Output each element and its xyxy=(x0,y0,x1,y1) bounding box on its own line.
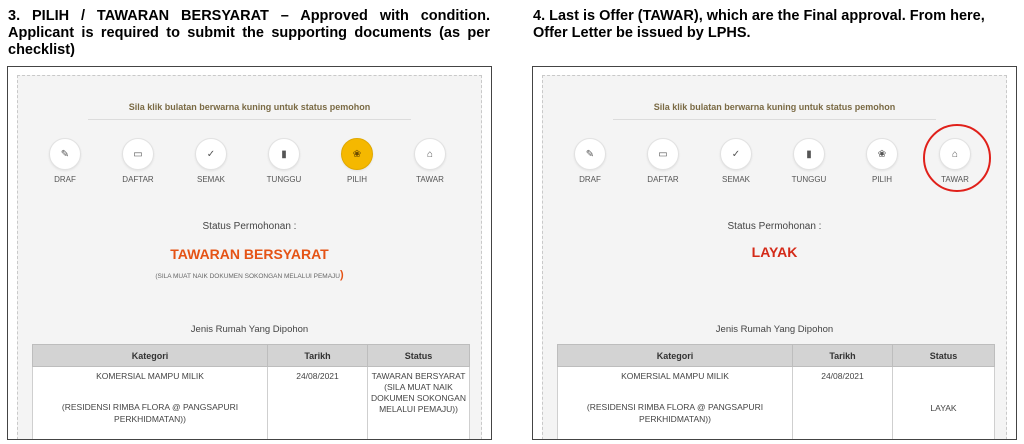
step-daftar[interactable] xyxy=(108,138,168,184)
house-type-label: Jenis Rumah Yang Dipohon xyxy=(190,324,309,335)
semak-step-button[interactable] xyxy=(720,138,752,170)
step-draf[interactable] xyxy=(35,138,95,184)
draf-step-button[interactable] xyxy=(49,138,81,170)
tawar-step-button[interactable] xyxy=(414,138,446,170)
cell-tarikh: 24/08/2021 xyxy=(268,367,368,441)
left-screenshot-panel xyxy=(7,66,492,440)
step-label: DRAF xyxy=(579,175,601,184)
draf-step-button[interactable] xyxy=(574,138,606,170)
step-label: TAWAR xyxy=(941,175,969,184)
column-header-kategori: Kategori xyxy=(33,345,268,367)
step-draf[interactable] xyxy=(560,138,620,184)
step-label: TAWAR xyxy=(416,175,444,184)
step-label: SEMAK xyxy=(721,175,750,184)
step-pilih[interactable] xyxy=(852,138,912,184)
step-label: PILIH xyxy=(871,175,892,184)
status-card xyxy=(542,75,1007,440)
home-icon: ⌂ xyxy=(426,148,434,160)
application-table xyxy=(557,344,995,440)
status-instruction: Sila klik bulatan berwarna kuning untuk status pemohon xyxy=(653,102,896,112)
pencil-icon: ✎ xyxy=(585,148,595,160)
semak-step-button[interactable] xyxy=(195,138,227,170)
table-row xyxy=(33,367,470,441)
step-semak[interactable] xyxy=(706,138,766,184)
daftar-step-button[interactable] xyxy=(122,138,154,170)
divider xyxy=(613,119,936,120)
step-label: SEMAK xyxy=(196,175,225,184)
tunggu-step-button[interactable] xyxy=(793,138,825,170)
table-header-row xyxy=(558,345,995,367)
status-note-bracket: ) xyxy=(340,269,344,281)
application-table xyxy=(32,344,470,440)
step-label: DAFTAR xyxy=(122,175,154,184)
table-row xyxy=(558,367,995,441)
step-label: DRAF xyxy=(54,175,76,184)
column-header-tarikh: Tarikh xyxy=(793,345,893,367)
users-icon: ❀ xyxy=(877,148,887,160)
step-tawar[interactable] xyxy=(400,138,460,184)
step-tunggu[interactable] xyxy=(254,138,314,184)
divider xyxy=(88,119,411,120)
cell-kategori xyxy=(33,367,268,441)
cell-tarikh: 24/08/2021 xyxy=(793,367,893,441)
step-label: PILIH xyxy=(346,175,367,184)
residensi-value: (RESIDENSI RIMBA FLORA @ PANGSAPURI PERKHIDMATAN)) xyxy=(61,402,239,424)
check-icon: ✓ xyxy=(206,148,216,160)
status-steps xyxy=(18,138,481,198)
file-icon: ▮ xyxy=(281,148,287,160)
status-label: Status Permohonan : xyxy=(202,221,297,232)
status-value: LAYAK xyxy=(751,244,798,260)
status-value: TAWARAN BERSYARAT xyxy=(170,246,329,262)
right-caption: 4. Last is Offer (TAWAR), which are the Final approval. From here, Offer Letter be issued by LPHS. xyxy=(533,8,985,41)
column-header-status: Status xyxy=(893,345,995,367)
step-label: TUNGGU xyxy=(791,175,827,184)
tunggu-step-button[interactable] xyxy=(268,138,300,170)
pilih-step-button[interactable] xyxy=(341,138,373,170)
residensi-value: (RESIDENSI RIMBA FLORA @ PANGSAPURI PERKHIDMATAN)) xyxy=(586,402,764,424)
column-header-tarikh: Tarikh xyxy=(268,345,368,367)
check-icon: ✓ xyxy=(731,148,741,160)
highlight-circle xyxy=(923,124,991,192)
column-header-status: Status xyxy=(368,345,470,367)
users-icon: ❀ xyxy=(352,148,362,160)
step-daftar[interactable] xyxy=(633,138,693,184)
step-semak[interactable] xyxy=(181,138,241,184)
status-note-text: (SILA MUAT NAIK DOKUMEN SOKONGAN MELALUI PEMAJU xyxy=(155,273,340,280)
pilih-step-button[interactable] xyxy=(866,138,898,170)
house-type-label: Jenis Rumah Yang Dipohon xyxy=(715,324,834,335)
left-caption: 3. PILIH / TAWARAN BERSYARAT – Approved with condition. Applicant is required to submit the supporting documents (as per checklist) xyxy=(8,8,490,58)
status-note xyxy=(18,269,481,281)
column-header-kategori: Kategori xyxy=(558,345,793,367)
home-icon: ⌂ xyxy=(951,148,959,160)
pencil-icon: ✎ xyxy=(60,148,70,160)
cell-kategori xyxy=(558,367,793,441)
file-icon: ▮ xyxy=(806,148,812,160)
kategori-value: KOMERSIAL MAMPU MILIK xyxy=(621,371,729,381)
step-tunggu[interactable] xyxy=(779,138,839,184)
daftar-step-button[interactable] xyxy=(647,138,679,170)
kategori-value: KOMERSIAL MAMPU MILIK xyxy=(96,371,204,381)
step-pilih[interactable] xyxy=(327,138,387,184)
status-instruction: Sila klik bulatan berwarna kuning untuk status pemohon xyxy=(128,102,371,112)
table-header-row xyxy=(33,345,470,367)
status-label: Status Permohonan : xyxy=(727,221,822,232)
laptop-icon: ▭ xyxy=(658,148,668,160)
cell-status: LAYAK xyxy=(893,367,995,441)
cell-status: TAWARAN BERSYARAT (SILA MUAT NAIK DOKUMEN SOKONGAN MELALUI PEMAJU)) xyxy=(368,367,470,441)
step-label: TUNGGU xyxy=(266,175,302,184)
status-card xyxy=(17,75,482,440)
step-label: DAFTAR xyxy=(647,175,679,184)
right-screenshot-panel xyxy=(532,66,1017,440)
laptop-icon: ▭ xyxy=(133,148,143,160)
